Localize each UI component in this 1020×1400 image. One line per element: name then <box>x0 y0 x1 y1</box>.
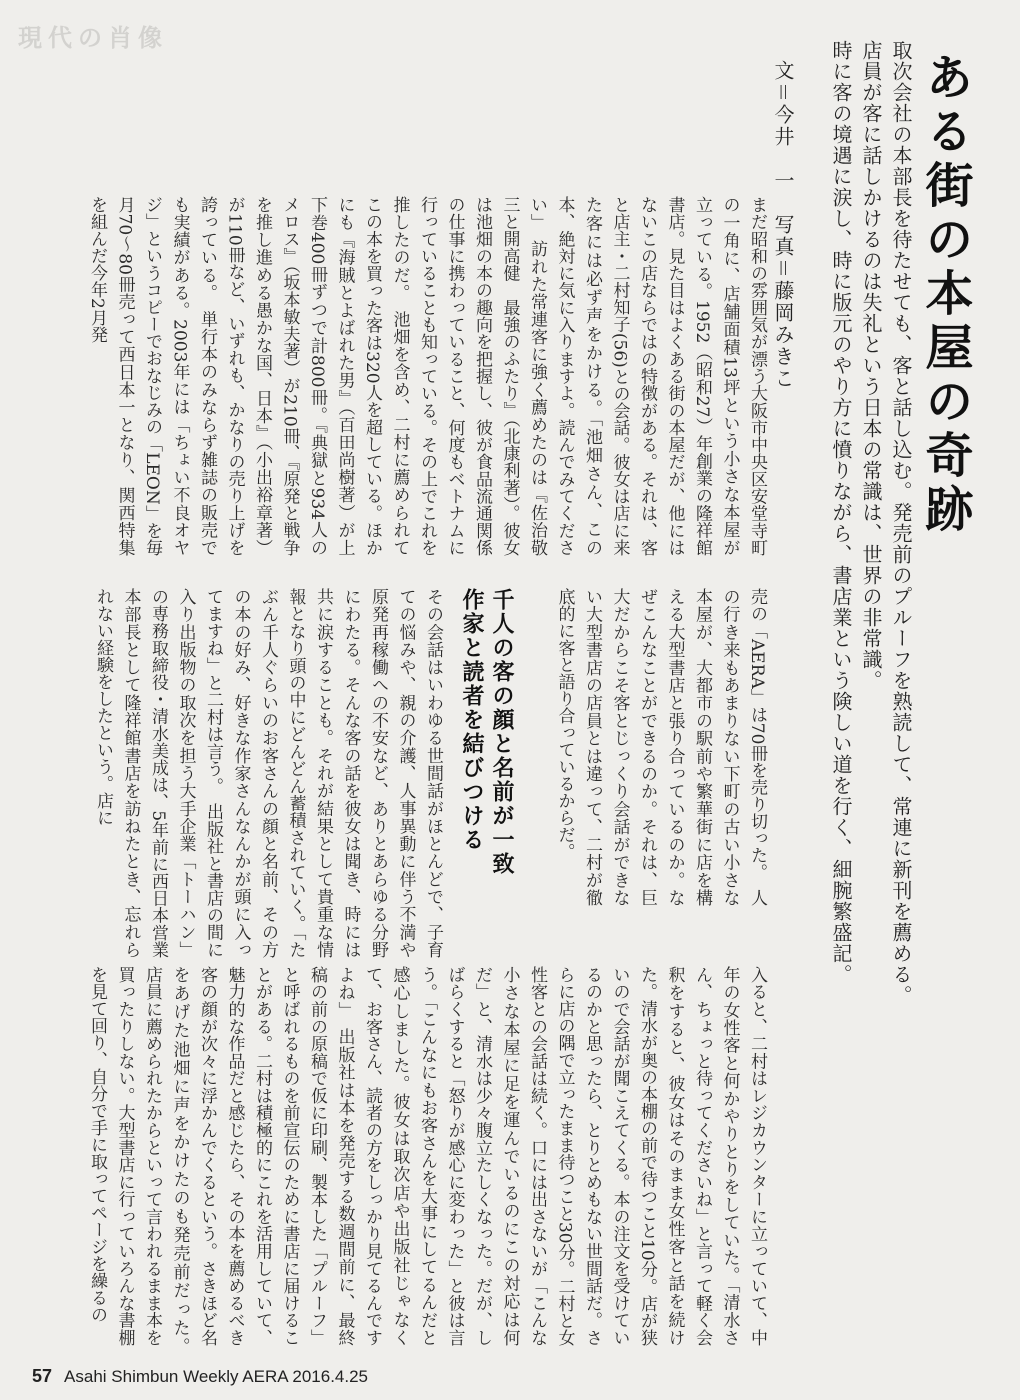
lead-line-2: 店員が客に話しかけるのは失礼という日本の常識は、世界の非常識。 <box>859 40 883 691</box>
page-footer <box>32 1366 368 1387</box>
body-text: その会話はいわゆる世間話がほとんどで、子育ての悩みや、親の介護、人事異動に伴う不満や原発再稼働への不安など、ありとあらゆる分野にわたる。そんな客の話を彼女は聞き、時には共に涙することも。それが結果として貴重な情報となり頭の中にどんどん蓄積されていく。「たぶん千人ぐらいのお客さんの顔と名前、その方の本の好み、好きな作家さんなんかが頭に入ってますね」と二村は言う。 出版社と書店の間に入り出版物の取次を担う大手企業「トーハン」の専務取締役・清水美成は、5年前に西日本営業本部長として隆祥館書店を訪ねたとき、忘れられない経験をしたという。店に <box>93 588 443 958</box>
body-text: 売の「AERA」は70冊を売り切った。 人の行き来もあまりない下町の古い小さな本屋が、大都市の駅前や繁華街に店を構える大型書店と張り合っているのか。なぜこんなことができるのか。それは、巨大だからこそ客とじっくり会話ができない大型書店の店員とは違って、二村が徹底的に客と語り合っているからだ。 <box>554 588 767 906</box>
body-column-middle-left <box>93 588 446 958</box>
subheading: 千人の客の顔と名前が一致 作家と読者を結びつける <box>459 588 514 900</box>
body-column-middle-right <box>520 588 770 906</box>
body-text: まだ昭和の雰囲気が漂う大阪市中央区安堂寺町の一角に、店舗面積13坪という小さな本屋が立っている。1952（昭和27）年創業の隆祥館書店。見た目はよくある街の本屋だが、他にはないこの店ならではの特徴がある。それは、客と店主・二村知子(56)との会話。彼女は店に来た客には必ず声をかける。「池畑さん、この本、絶対に気に入りますよ。読んでみてください」 訪れた常連客に強く薦めたのは『佐治敬三と開高健 最強のふたり』（北康利著）。彼女は池畑の本の趣向を把握し、彼が食品流通関係の仕事に携わっていること、何度もベトナムに行っていることも知っている。その上でこれを推したのだ。 池畑を含め、二村に薦められてこの本を買った客は320人を超している。ほかにも『海賊とよばれた男』（百田尚樹著）が上下巻400冊ずつで計800冊。『典獄と934人のメロス』（坂本敏夫著）が210冊、『原発と戦争を推し進める愚かな国、日本』（小出裕章著）が110冊など、いずれも、かなりの売り上げを誇っている。 単行本のみならず雑誌の販売でも実績がある。2003年には「ちょい不良オヤジ」というコピーでおなじみの「LEON」を毎月70〜80冊売って西日本一となり、関西特集を組んだ今年2月発 <box>87 196 767 557</box>
article-title: ある街の本屋の奇跡 <box>917 52 973 538</box>
body-text: 入ると、二村はレジカウンターに立っていて、中年の女性客と何かやりとりをしていた。「清水さん、ちょっと待ってくださいね」と言って軽く会釈をすると、彼女はそのまま女性客と話を続けた。清水が奥の本棚の前で待つこと10分。店が狭いので会話が聞こえてくる。本の注文を受けているのかと思ったら、とりとめもない世間話だ。さらに店の隅で立ったまま待つこと30分。二村と女性客との会話は続く。口には出さないが「こんな小さな本屋に足を運んでいるのにこの対応は何だ」と、清水は少々腹立たしくなった。だが、しばらくすると「怒りが感心に変わった」と彼は言う。「こんなにもお客さんを大事にしてるんだと感心しました。彼女は取次店や出版社じゃなくて、お客さん、読者の方をしっかり見てるんですよね」 出版社は本を発売する数週間前に、最終稿の前の原稿で仮に印刷、製本した「プルーフ」と呼ばれるものを前宣伝のために書店に届けることがある。二村は積極的にこれを活用していて、魅力的な作品だと感じたら、その本を薦めるべき客の顔が次々に浮かんでくるという。さきほど名をあげた池畑に声をかけたのも発売前だった。 店員に薦められたからといって言われるまま本を買ったりしない。大型書店に行っていろんな書棚を見て回り、自分で手に取ってページを繰るの <box>87 966 767 1363</box>
publication-info: Asahi Shimbun Weekly AERA 2016.4.25 <box>64 1367 369 1386</box>
ghost-header: 現代の肖像 <box>18 24 168 52</box>
lead-line-3: 時に客の境遇に涙し、時に版元のやり方に憤りながら、書店業という険しい道を行く、細腕繁盛記。 <box>829 40 853 985</box>
body-column-upper-right <box>87 196 770 557</box>
page-number: 57 <box>32 1366 53 1386</box>
byline: 文＝今井 一 写真＝藤岡みきこ <box>771 60 795 390</box>
body-column-bottom <box>87 966 770 1363</box>
lead-line-1: 取次会社の本部長を待たせても、客と話し込む。発売前のプルーフを熟読して、常連に新刊を薦める。 <box>889 40 913 1006</box>
